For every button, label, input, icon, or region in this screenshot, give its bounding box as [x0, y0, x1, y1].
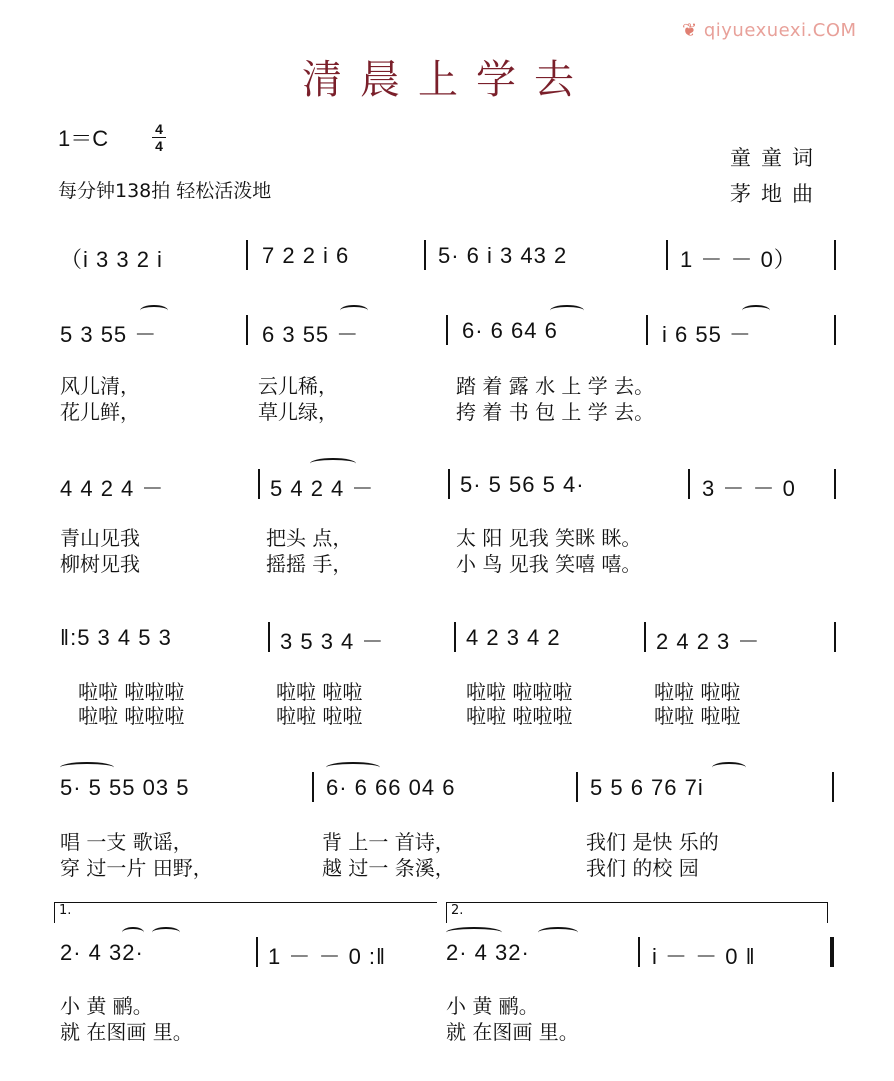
slur	[742, 305, 770, 316]
lyric: 背 上一 首诗，	[322, 830, 455, 854]
slur	[550, 305, 584, 316]
lyric: 风儿清，	[60, 374, 140, 398]
lyric: 花儿鲜，	[60, 400, 140, 424]
lyric: 小 黄 鹂。	[446, 994, 539, 1018]
barline	[454, 622, 456, 652]
measure: 2 4 2 3 －	[656, 629, 761, 654]
measure: i 6 55 －	[662, 322, 752, 347]
barline	[688, 469, 690, 499]
barline	[834, 240, 836, 270]
measure: 2· 4 32·	[446, 940, 530, 965]
measure: i － － 0 ‖	[652, 944, 756, 969]
measure: 1 － － 0 :‖	[268, 944, 387, 969]
lyric: 草儿绿，	[258, 400, 338, 424]
key-signature: 1＝C	[58, 126, 109, 151]
measure: 4 4 2 4 －	[60, 476, 165, 501]
measure: ‖:5 3 4 5 3	[60, 625, 172, 650]
first-ending-bracket: 1.	[54, 902, 437, 923]
lyric: 唱 一支 歌谣，	[60, 830, 193, 854]
lyric: 小 鸟 见我 笑嘻 嘻。	[456, 552, 642, 576]
meter-top: 4	[155, 121, 163, 137]
composer-credit: 茅地曲	[730, 182, 823, 206]
site-logo-icon: ❦	[682, 20, 698, 41]
lyric: 啦啦 啦啦	[276, 704, 363, 728]
lyric: 就 在图画 里。	[446, 1020, 579, 1044]
slur	[538, 927, 578, 938]
measure: 1 － － 0）	[680, 247, 797, 272]
measure: 2· 4 32·	[60, 940, 144, 965]
lyric: 我们 的校 园	[586, 856, 699, 880]
lyric: 把头 点，	[266, 526, 353, 550]
barline	[312, 772, 314, 802]
lyric: 我们 是快 乐的	[586, 830, 719, 854]
lyric: 青山见我	[60, 526, 140, 550]
slur	[122, 927, 144, 938]
slur	[340, 305, 368, 316]
measure: 5 5 6 76 7i	[590, 775, 704, 800]
final-barline	[830, 937, 834, 967]
barline	[258, 469, 260, 499]
barline	[246, 315, 248, 345]
measure: 7 2 2 i 6	[262, 243, 350, 268]
barline	[834, 469, 836, 499]
barline	[246, 240, 248, 270]
barline	[448, 469, 450, 499]
lyric: 穿 过一片 田野，	[60, 856, 213, 880]
measure: 3 5 3 4 －	[280, 629, 385, 654]
barline	[644, 622, 646, 652]
lyric: 啦啦 啦啦啦	[78, 704, 185, 728]
measure: 6· 6 64 6	[462, 318, 558, 343]
slur	[152, 927, 180, 938]
lyric: 柳树见我	[60, 552, 140, 576]
song-title: 清晨上学去	[302, 57, 592, 103]
tempo-marking: 每分钟138拍 轻松活泼地	[58, 180, 272, 202]
measure: 5· 6 i 3 43 2	[438, 243, 568, 268]
lyric: 啦啦 啦啦啦	[466, 680, 573, 704]
slur	[446, 927, 502, 938]
measure: 3 － － 0	[702, 476, 796, 501]
measure: （i 3 3 2 i	[60, 247, 163, 272]
measure: 4 2 3 4 2	[466, 625, 561, 650]
barline	[666, 240, 668, 270]
time-signature	[152, 122, 166, 153]
lyricist-credit: 童童词	[730, 146, 823, 170]
measure: 5 4 2 4 －	[270, 476, 375, 501]
lyric: 啦啦 啦啦	[654, 704, 741, 728]
barline	[834, 315, 836, 345]
second-ending-bracket: 2.	[446, 902, 828, 923]
measure: 5· 5 56 5 4·	[460, 472, 585, 497]
lyric: 挎 着 书 包 上 学 去。	[456, 400, 655, 424]
barline	[424, 240, 426, 270]
lyric: 摇摇 手，	[266, 552, 353, 576]
lyric: 越 过一 条溪，	[322, 856, 455, 880]
lyric: 啦啦 啦啦	[276, 680, 363, 704]
lyric: 踏 着 露 水 上 学 去。	[456, 374, 655, 398]
meter-bottom: 4	[155, 138, 163, 154]
barline	[446, 315, 448, 345]
barline	[832, 772, 834, 802]
lyric: 啦啦 啦啦啦	[78, 680, 185, 704]
slur	[310, 458, 356, 469]
measure: 5· 5 55 03 5	[60, 775, 190, 800]
lyric: 太 阳 见我 笑眯 眯。	[456, 526, 642, 550]
lyric: 啦啦 啦啦	[654, 680, 741, 704]
measure: 5 3 55 －	[60, 322, 158, 347]
lyric: 啦啦 啦啦啦	[466, 704, 573, 728]
barline	[646, 315, 648, 345]
barline	[268, 622, 270, 652]
barline	[638, 937, 640, 967]
lyric: 小 黄 鹂。	[60, 994, 153, 1018]
slur	[60, 762, 114, 773]
lyric: 就 在图画 里。	[60, 1020, 193, 1044]
barline	[256, 937, 258, 967]
slur	[140, 305, 168, 316]
barline	[576, 772, 578, 802]
site-watermark	[682, 20, 857, 41]
barline	[834, 622, 836, 652]
slur	[326, 762, 380, 773]
watermark-text: qiyuexuexi.COM	[703, 20, 857, 41]
measure: 6· 6 66 04 6	[326, 775, 456, 800]
lyric: 云儿稀，	[258, 374, 338, 398]
slur	[712, 762, 746, 773]
measure: 6 3 55 －	[262, 322, 360, 347]
